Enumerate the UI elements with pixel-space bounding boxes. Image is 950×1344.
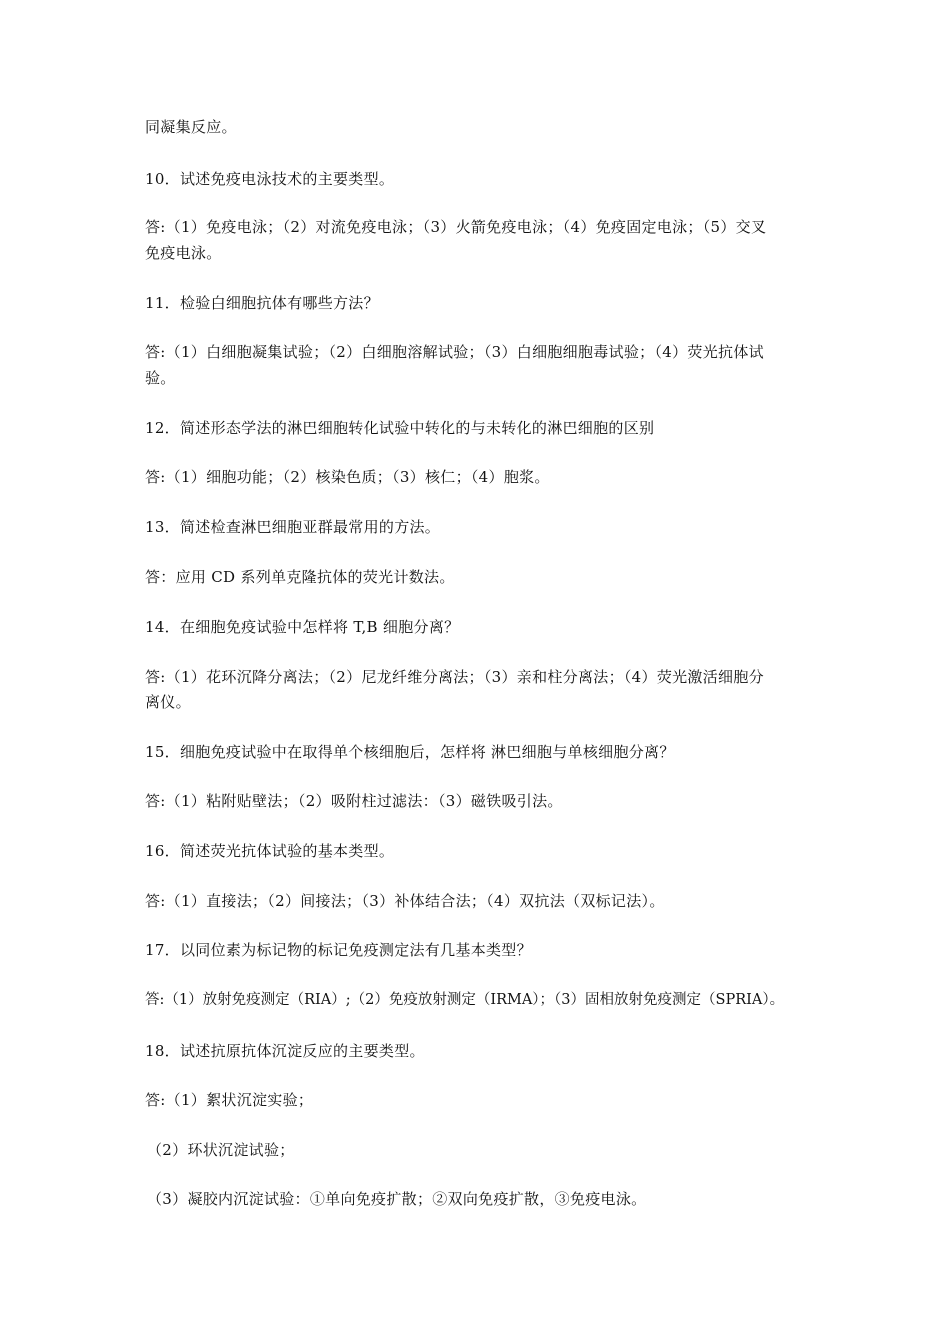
question-15: 15．细胞免疫试验中在取得单个核细胞后，怎样将 淋巴细胞与单核细胞分离？ xyxy=(145,743,675,761)
question-11: 11．检验白细胞抗体有哪些方法？ xyxy=(145,294,379,312)
question-16: 16．简述荧光抗体试验的基本类型。 xyxy=(145,842,395,860)
answer-13: 答：应用 CD 系列单克隆抗体的荧光计数法。 xyxy=(145,568,455,586)
answer-14-cont: 离仪。 xyxy=(145,693,191,711)
answer-14: 答:（1）花环沉降分离法；（2）尼龙纤维分离法；（3）亲和柱分离法；（4）荧光激活细胞分 xyxy=(145,668,764,686)
answer-16: 答:（1）直接法；（2）间接法；（3）补体结合法；（4）双抗法（双标记法）。 xyxy=(145,892,665,910)
answer-18-item-3: （3）凝胶内沉淀试验：①单向免疫扩散；②双向免疫扩散，③免疫电泳。 xyxy=(147,1190,647,1208)
answer-10: 答:（1）免疫电泳；（2）对流免疫电泳；（3）火箭免疫电泳；（4）免疫固定电泳；（5）交叉 xyxy=(145,218,767,236)
question-12: 12．简述形态学法的淋巴细胞转化试验中转化的与未转化的淋巴细胞的区别 xyxy=(145,419,655,437)
text-line: 同凝集反应。 xyxy=(145,118,237,136)
question-14: 14．在细胞免疫试验中怎样将 T,B 细胞分离？ xyxy=(145,618,460,636)
question-17: 17．以同位素为标记物的标记免疫测定法有几基本类型？ xyxy=(145,941,532,959)
question-10: 10．试述免疫电泳技术的主要类型。 xyxy=(145,170,395,188)
answer-18-item-1: 答:（1）絮状沉淀实验； xyxy=(145,1091,314,1109)
answer-18-item-2: （2）环状沉淀试验； xyxy=(147,1141,295,1159)
answer-11-cont: 验。 xyxy=(145,369,176,387)
answer-12: 答:（1）细胞功能；（2）核染色质；（3）核仁；（4）胞浆。 xyxy=(145,468,550,486)
answer-17: 答:（1）放射免疫测定（RIA）;（2）免疫放射测定（IRMA）；（3）固相放射免疫测定（SPRIA）。 xyxy=(145,992,785,1008)
answer-15: 答:（1）粘附贴壁法；（2）吸附柱过滤法：（3）磁铁吸引法。 xyxy=(145,792,563,810)
answer-10-cont: 免疫电泳。 xyxy=(145,244,222,262)
question-18: 18．试述抗原抗体沉淀反应的主要类型。 xyxy=(145,1042,425,1060)
answer-11: 答:（1）白细胞凝集试验；（2）白细胞溶解试验；（3）白细胞细胞毒试验；（4）荧光抗体试 xyxy=(145,343,764,361)
question-13: 13．简述检查淋巴细胞亚群最常用的方法。 xyxy=(145,518,441,536)
